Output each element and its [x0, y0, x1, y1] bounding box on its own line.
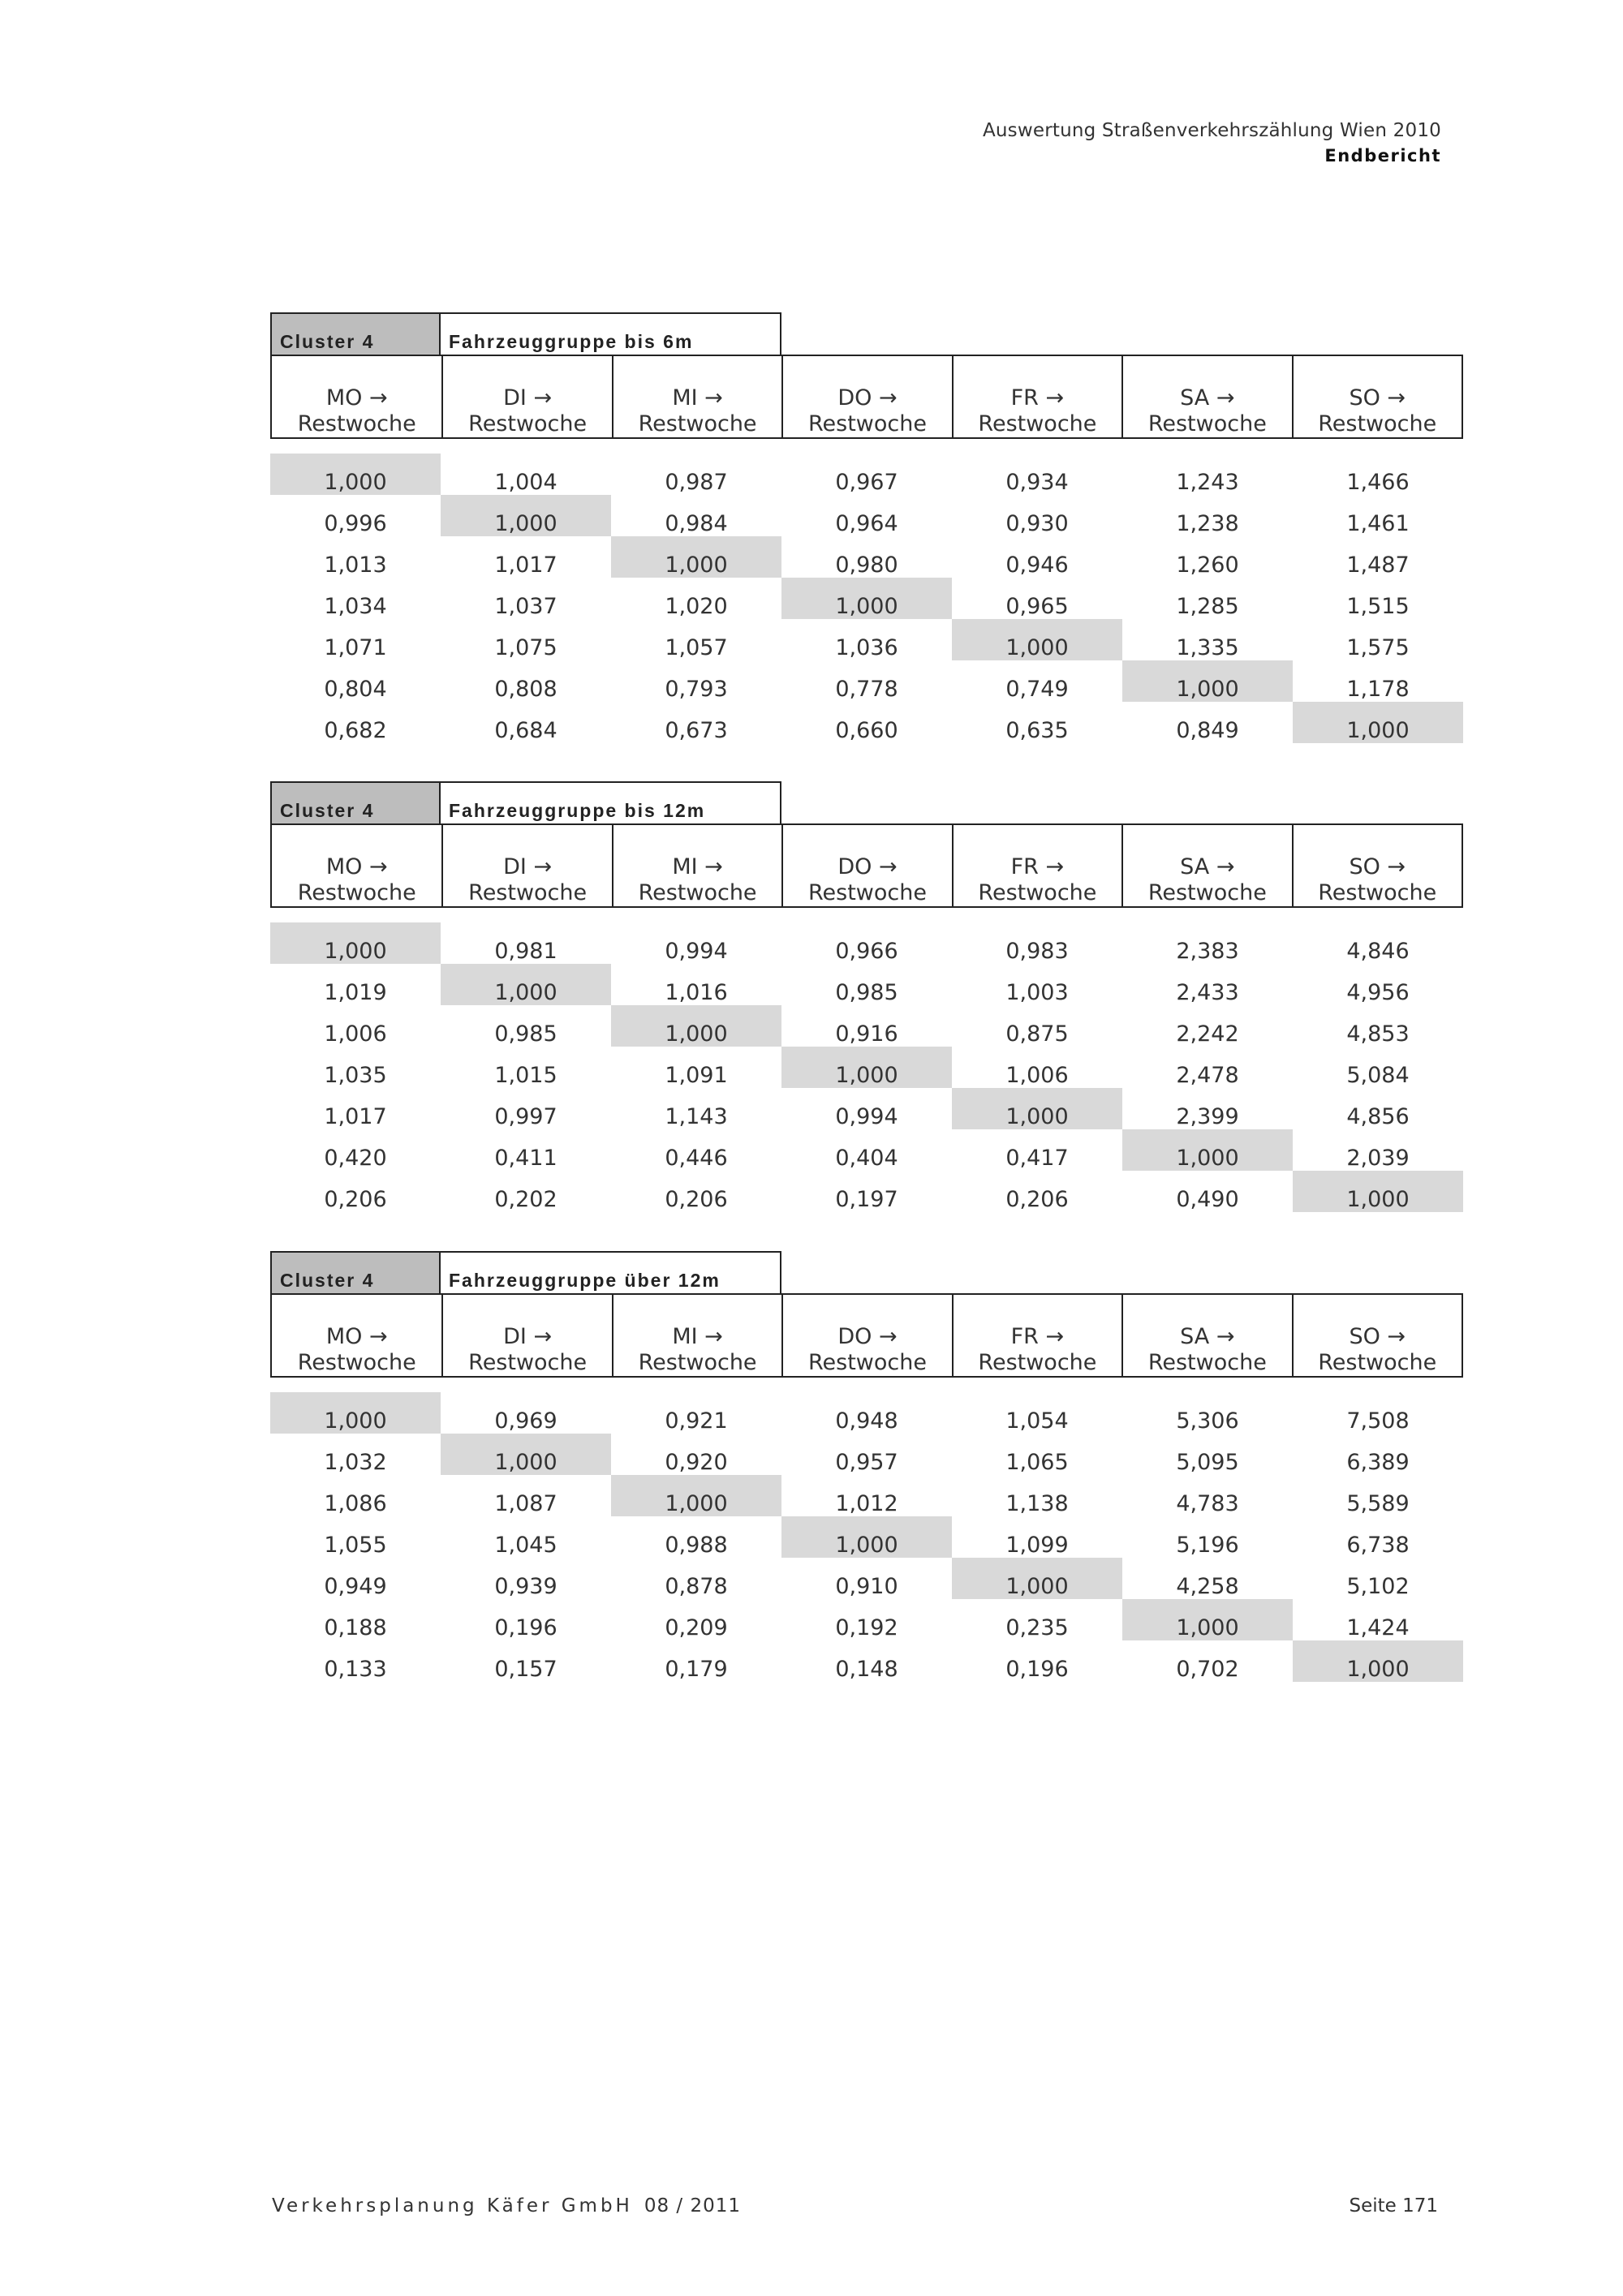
column-header: [781, 356, 951, 437]
table-cell: 1,143: [665, 1104, 728, 1129]
column-header: [1292, 1295, 1462, 1376]
vehicle-group-label: Fahrzeuggruppe bis 6m: [441, 312, 781, 355]
table-row: [270, 702, 1463, 743]
table-cell: 5,102: [1346, 1574, 1410, 1599]
diagonal-cell: 1,000: [611, 1475, 781, 1516]
table-cell: 1,243: [1176, 470, 1239, 495]
diagonal-cell: 1,000: [1293, 702, 1463, 743]
column-header-day: SA →: [1180, 385, 1235, 411]
column-header-row: [270, 823, 1463, 908]
table-row: [270, 922, 1463, 964]
diagonal-cell: 1,000: [1122, 1599, 1293, 1640]
table-cell: 1,019: [324, 980, 387, 1005]
table-cell: 1,006: [324, 1021, 387, 1047]
table-cell: 0,849: [1176, 718, 1239, 743]
table-cell: 0,446: [665, 1146, 728, 1171]
table-cell: 0,994: [665, 939, 728, 964]
column-header-rest: Restwoche: [1147, 1350, 1267, 1375]
table-row: [270, 454, 1463, 495]
table-cell: 2,433: [1176, 980, 1239, 1005]
column-header: [441, 1295, 611, 1376]
table-cell: 1,057: [665, 635, 728, 660]
table-cell: 0,921: [665, 1408, 728, 1434]
table-cell: 1,015: [494, 1063, 558, 1088]
diagonal-cell: 1,000: [270, 922, 441, 964]
column-header: [272, 825, 441, 906]
column-header: [272, 356, 441, 437]
column-header-rest: Restwoche: [468, 1350, 588, 1375]
diagonal-cell: 1,000: [952, 1088, 1122, 1129]
table-cell: 0,196: [1005, 1657, 1069, 1682]
table-cell: 0,939: [494, 1574, 558, 1599]
table-cell: 7,508: [1346, 1408, 1410, 1434]
table-cell: 1,006: [1005, 1063, 1069, 1088]
table-cell: 6,389: [1346, 1450, 1410, 1475]
column-header-day: MI →: [672, 1324, 723, 1349]
table-cell: 0,964: [835, 511, 898, 536]
table-cell: 0,206: [665, 1187, 728, 1212]
column-header-day: DI →: [503, 385, 553, 411]
column-header-day: MO →: [325, 1324, 388, 1349]
table-cell: 0,916: [835, 1021, 898, 1047]
table-cell: 0,133: [324, 1657, 387, 1682]
table-cell: 0,148: [835, 1657, 898, 1682]
table-cell: 2,399: [1176, 1104, 1239, 1129]
table-row: [270, 1129, 1463, 1171]
table-cell: 0,206: [324, 1187, 387, 1212]
table-cell: 0,702: [1176, 1657, 1239, 1682]
table-cell: 5,589: [1346, 1491, 1410, 1516]
table-cell: 0,996: [324, 511, 387, 536]
column-header-rest: Restwoche: [468, 411, 588, 436]
table-cell: 1,054: [1005, 1408, 1069, 1434]
column-header: [1121, 825, 1291, 906]
table-cell: 0,967: [835, 470, 898, 495]
table-cell: 5,095: [1176, 1450, 1239, 1475]
column-header-day: MO →: [325, 854, 388, 879]
column-header: [781, 1295, 951, 1376]
table-row: [270, 1599, 1463, 1640]
diagonal-cell: 1,000: [270, 1392, 441, 1434]
table-cell: 1,575: [1346, 635, 1410, 660]
diagonal-cell: 1,000: [1293, 1640, 1463, 1682]
table-cell: 4,956: [1346, 980, 1410, 1005]
table-cell: 1,075: [494, 635, 558, 660]
column-header-rest: Restwoche: [1147, 411, 1267, 436]
column-header-rest: Restwoche: [638, 880, 757, 905]
table-cell: 1,091: [665, 1063, 728, 1088]
table-label-row: [270, 1251, 1463, 1293]
cluster-table: [270, 312, 1463, 743]
table-cell: 1,016: [665, 980, 728, 1005]
column-header-rest: Restwoche: [638, 1350, 757, 1375]
column-header: [1292, 825, 1462, 906]
diagonal-cell: 1,000: [1293, 1171, 1463, 1212]
column-header-rest: Restwoche: [807, 880, 927, 905]
table-cell: 0,997: [494, 1104, 558, 1129]
table-row: [270, 1640, 1463, 1682]
table-cell: 0,202: [494, 1187, 558, 1212]
column-header-row: [270, 1293, 1463, 1378]
column-header-day: DO →: [837, 1324, 898, 1349]
table-cell: 1,013: [324, 553, 387, 578]
table-cell: 0,157: [494, 1657, 558, 1682]
column-header-day: SO →: [1349, 854, 1406, 879]
table-cell: 1,461: [1346, 511, 1410, 536]
report-title: Auswertung Straßenverkehrszählung Wien 2010: [982, 120, 1441, 141]
diagonal-cell: 1,000: [781, 1516, 952, 1558]
table-cell: 1,035: [324, 1063, 387, 1088]
column-header: [272, 1295, 441, 1376]
diagonal-cell: 1,000: [952, 1558, 1122, 1599]
column-header-rest: Restwoche: [1318, 411, 1437, 436]
table-cell: 0,965: [1005, 594, 1069, 619]
table-cell: 0,188: [324, 1615, 387, 1640]
table-cell: 0,404: [835, 1146, 898, 1171]
column-header: [612, 356, 781, 437]
table-cell: 1,004: [494, 470, 558, 495]
column-header-rest: Restwoche: [638, 411, 757, 436]
column-header: [612, 1295, 781, 1376]
table-cell: 4,846: [1346, 939, 1410, 964]
column-header: [952, 1295, 1121, 1376]
vehicle-group-label: Fahrzeuggruppe bis 12m: [441, 781, 781, 823]
table-label-row: [270, 781, 1463, 823]
table-cell: 0,684: [494, 718, 558, 743]
table-cell: 1,238: [1176, 511, 1239, 536]
table-cell: 0,192: [835, 1615, 898, 1640]
report-subtitle: Endbericht: [1324, 146, 1441, 166]
table-cell: 0,930: [1005, 511, 1069, 536]
table-cell: 1,017: [494, 553, 558, 578]
cluster-label: Cluster 4: [270, 312, 441, 355]
column-header-rest: Restwoche: [978, 411, 1097, 436]
column-header-rest: Restwoche: [807, 1350, 927, 1375]
table-cell: 1,017: [324, 1104, 387, 1129]
diagonal-cell: 1,000: [781, 1047, 952, 1088]
table-cell: 0,875: [1005, 1021, 1069, 1047]
table-cell: 0,946: [1005, 553, 1069, 578]
table-cell: 0,490: [1176, 1187, 1239, 1212]
table-cell: 0,804: [324, 677, 387, 702]
table-row: [270, 1434, 1463, 1475]
table-cell: 0,910: [835, 1574, 898, 1599]
table-cell: 1,178: [1346, 677, 1410, 702]
table-row: [270, 1558, 1463, 1599]
table-cell: 1,012: [835, 1491, 898, 1516]
table-cell: 2,242: [1176, 1021, 1239, 1047]
table-cell: 0,235: [1005, 1615, 1069, 1640]
table-label-row: [270, 312, 1463, 355]
column-header-rest: Restwoche: [1147, 880, 1267, 905]
table-cell: 0,949: [324, 1574, 387, 1599]
column-header-day: FR →: [1010, 385, 1065, 411]
table-row: [270, 1005, 1463, 1047]
column-header: [781, 825, 951, 906]
table-cell: 1,099: [1005, 1533, 1069, 1558]
table-cell: 0,987: [665, 470, 728, 495]
column-header: [1121, 1295, 1291, 1376]
table-cell: 0,179: [665, 1657, 728, 1682]
column-header-rest: Restwoche: [807, 411, 927, 436]
table-cell: 0,994: [835, 1104, 898, 1129]
table-row: [270, 1516, 1463, 1558]
table-row: [270, 1171, 1463, 1212]
table-cell: 0,793: [665, 677, 728, 702]
diagonal-cell: 1,000: [441, 964, 611, 1005]
table-cell: 0,988: [665, 1533, 728, 1558]
table-cell: 1,020: [665, 594, 728, 619]
column-header-day: DI →: [503, 1324, 553, 1349]
table-cell: 0,969: [494, 1408, 558, 1434]
company-name: Verkehrsplanung Käfer GmbH: [272, 2195, 633, 2216]
table-cell: 4,856: [1346, 1104, 1410, 1129]
table-cell: 0,984: [665, 511, 728, 536]
table-cell: 2,478: [1176, 1063, 1239, 1088]
table-cell: 0,411: [494, 1146, 558, 1171]
table-cell: 1,037: [494, 594, 558, 619]
table-cell: 0,417: [1005, 1146, 1069, 1171]
table-cell: 4,258: [1176, 1574, 1239, 1599]
table-cell: 1,071: [324, 635, 387, 660]
table-cell: 1,424: [1346, 1615, 1410, 1640]
table-cell: 1,466: [1346, 470, 1410, 495]
column-header-rest: Restwoche: [978, 880, 1097, 905]
column-header-rest: Restwoche: [297, 411, 416, 436]
column-header-day: FR →: [1010, 854, 1065, 879]
column-header-day: DO →: [837, 854, 898, 879]
table-row: [270, 619, 1463, 660]
column-header: [612, 825, 781, 906]
table-cell: 1,335: [1176, 635, 1239, 660]
page-number: Seite 171: [1349, 2195, 1438, 2216]
table-body: [270, 1392, 1463, 1682]
footer-date: 08 / 2011: [644, 2195, 742, 2216]
table-cell: 1,138: [1005, 1491, 1069, 1516]
column-header-rest: Restwoche: [978, 1350, 1097, 1375]
table-cell: 1,055: [324, 1533, 387, 1558]
column-header-day: MI →: [672, 385, 723, 411]
table-row: [270, 660, 1463, 702]
table-cell: 0,878: [665, 1574, 728, 1599]
table-cell: 1,087: [494, 1491, 558, 1516]
table-row: [270, 964, 1463, 1005]
column-header-day: FR →: [1010, 1324, 1065, 1349]
footer-company: [272, 2195, 741, 2216]
table-body: [270, 922, 1463, 1212]
diagonal-cell: 1,000: [1122, 1129, 1293, 1171]
table-cell: 2,039: [1346, 1146, 1410, 1171]
table-cell: 0,985: [494, 1021, 558, 1047]
column-header-row: [270, 355, 1463, 439]
table-cell: 0,682: [324, 718, 387, 743]
table-cell: 5,306: [1176, 1408, 1239, 1434]
column-header-day: SO →: [1349, 1324, 1406, 1349]
table-cell: 5,196: [1176, 1533, 1239, 1558]
column-header-rest: Restwoche: [1318, 1350, 1437, 1375]
diagonal-cell: 1,000: [781, 578, 952, 619]
table-row: [270, 1475, 1463, 1516]
cluster-label: Cluster 4: [270, 1251, 441, 1293]
diagonal-cell: 1,000: [1122, 660, 1293, 702]
table-cell: 0,981: [494, 939, 558, 964]
table-row: [270, 536, 1463, 578]
table-cell: 1,086: [324, 1491, 387, 1516]
table-cell: 0,966: [835, 939, 898, 964]
column-header: [952, 356, 1121, 437]
table-cell: 0,420: [324, 1146, 387, 1171]
column-header: [441, 356, 611, 437]
table-cell: 1,034: [324, 594, 387, 619]
column-header-rest: Restwoche: [297, 1350, 416, 1375]
vehicle-group-label: Fahrzeuggruppe über 12m: [441, 1251, 781, 1293]
cluster-label: Cluster 4: [270, 781, 441, 823]
column-header-day: SA →: [1180, 854, 1235, 879]
table-cell: 0,206: [1005, 1187, 1069, 1212]
table-cell: 1,260: [1176, 553, 1239, 578]
table-row: [270, 1392, 1463, 1434]
table-cell: 0,983: [1005, 939, 1069, 964]
table-cell: 0,196: [494, 1615, 558, 1640]
table-cell: 1,487: [1346, 553, 1410, 578]
column-header-rest: Restwoche: [1318, 880, 1437, 905]
table-cell: 0,673: [665, 718, 728, 743]
page-header: [983, 120, 1441, 166]
diagonal-cell: 1,000: [441, 1434, 611, 1475]
table-body: [270, 454, 1463, 743]
table-row: [270, 495, 1463, 536]
column-header-day: MI →: [672, 854, 723, 879]
table-cell: 0,920: [665, 1450, 728, 1475]
table-cell: 1,515: [1346, 594, 1410, 619]
table-cell: 2,383: [1176, 939, 1239, 964]
table-cell: 4,783: [1176, 1491, 1239, 1516]
table-cell: 1,065: [1005, 1450, 1069, 1475]
table-cell: 0,934: [1005, 470, 1069, 495]
cluster-table: [270, 1251, 1463, 1682]
diagonal-cell: 1,000: [270, 454, 441, 495]
table-cell: 0,749: [1005, 677, 1069, 702]
column-header-day: DI →: [503, 854, 553, 879]
table-cell: 4,853: [1346, 1021, 1410, 1047]
diagonal-cell: 1,000: [952, 619, 1122, 660]
column-header-day: SO →: [1349, 385, 1406, 411]
column-header-day: MO →: [325, 385, 388, 411]
table-cell: 0,660: [835, 718, 898, 743]
table-cell: 6,738: [1346, 1533, 1410, 1558]
table-cell: 0,808: [494, 677, 558, 702]
diagonal-cell: 1,000: [441, 495, 611, 536]
table-row: [270, 1047, 1463, 1088]
table-cell: 0,957: [835, 1450, 898, 1475]
table-row: [270, 578, 1463, 619]
column-header-day: SA →: [1180, 1324, 1235, 1349]
column-header: [1121, 356, 1291, 437]
table-row: [270, 1088, 1463, 1129]
table-cell: 1,285: [1176, 594, 1239, 619]
table-cell: 1,045: [494, 1533, 558, 1558]
table-cell: 0,778: [835, 677, 898, 702]
column-header-rest: Restwoche: [297, 880, 416, 905]
cluster-table: [270, 781, 1463, 1212]
diagonal-cell: 1,000: [611, 536, 781, 578]
table-cell: 1,003: [1005, 980, 1069, 1005]
table-cell: 5,084: [1346, 1063, 1410, 1088]
column-header-day: DO →: [837, 385, 898, 411]
table-cell: 0,980: [835, 553, 898, 578]
column-header: [441, 825, 611, 906]
column-header: [1292, 356, 1462, 437]
table-cell: 0,209: [665, 1615, 728, 1640]
table-cell: 1,032: [324, 1450, 387, 1475]
table-cell: 0,985: [835, 980, 898, 1005]
column-header: [952, 825, 1121, 906]
table-cell: 0,948: [835, 1408, 898, 1434]
table-cell: 1,036: [835, 635, 898, 660]
table-cell: 0,197: [835, 1187, 898, 1212]
column-header-rest: Restwoche: [468, 880, 588, 905]
diagonal-cell: 1,000: [611, 1005, 781, 1047]
table-cell: 0,635: [1005, 718, 1069, 743]
